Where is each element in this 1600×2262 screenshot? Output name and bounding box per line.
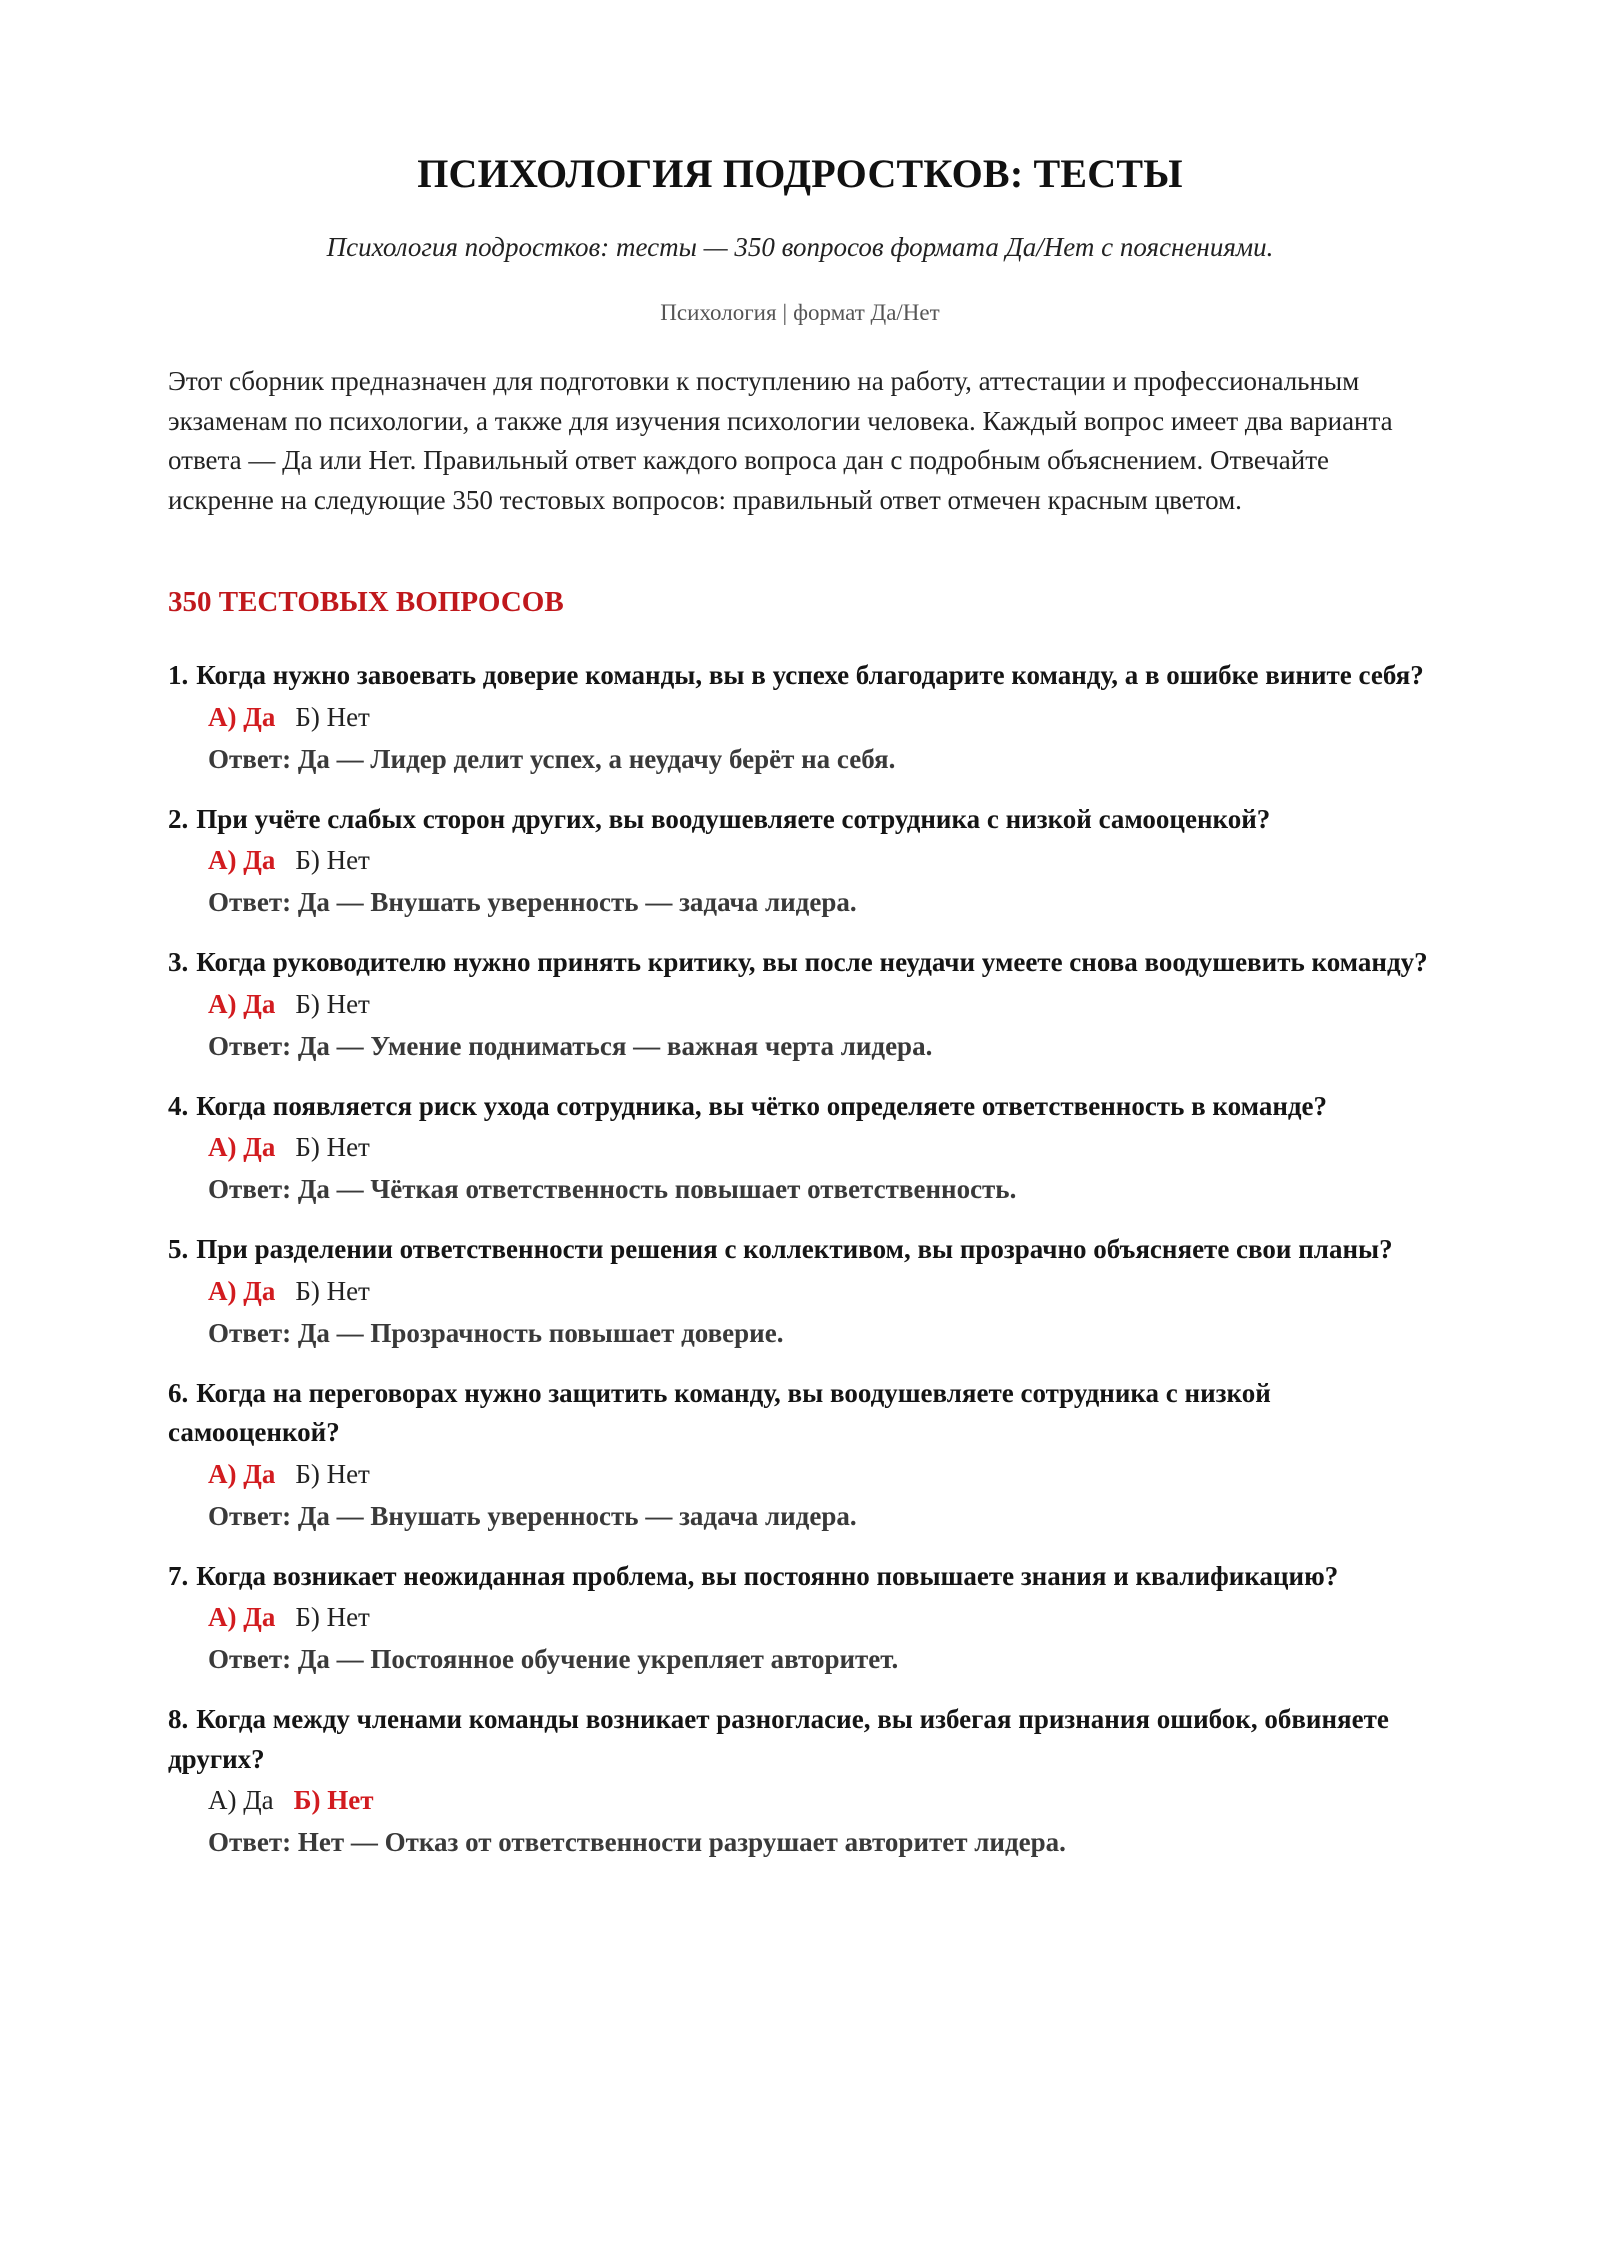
- question-item: [168, 800, 1432, 924]
- answer-explanation: Ответ: Нет — Отказ от ответственности разрушает авторитет лидера.: [208, 1827, 1066, 1857]
- question-number: 3.: [168, 947, 189, 977]
- meta-category: Психология: [660, 300, 777, 325]
- question-body: При разделении ответственности решения с коллективом, вы прозрачно объясняете свои планы?: [196, 1234, 1393, 1264]
- question-text: [168, 1374, 1432, 1453]
- question-item: [168, 656, 1432, 780]
- question-text: [168, 943, 1432, 983]
- question-item: [168, 1557, 1432, 1681]
- option-a: А) Да: [208, 1458, 276, 1489]
- meta-format: формат Да/Нет: [793, 300, 940, 325]
- question-options: [168, 1596, 1432, 1638]
- answer-explanation: Ответ: Да — Внушать уверенность — задача лидера.: [208, 1500, 857, 1531]
- question-text: [168, 1230, 1432, 1270]
- option-b: Б) Нет: [295, 1132, 370, 1162]
- question-number: 8.: [168, 1704, 189, 1734]
- question-item: [168, 1374, 1432, 1537]
- question-number: 6.: [168, 1377, 189, 1408]
- section-heading: 350 ТЕСТОВЫХ ВОПРОСОВ: [168, 586, 564, 618]
- option-b: Б) Нет: [295, 1275, 370, 1306]
- question-number: 2.: [168, 803, 189, 834]
- document-subtitle: Психология подростков: тесты — 350 вопросов формата Да/Нет с пояснениями.: [326, 232, 1274, 262]
- option-b: Б) Нет: [295, 1458, 370, 1489]
- question-options: [168, 1270, 1432, 1312]
- intro-paragraph: Этот сборник предназначен для подготовки к поступлению на работу, аттестации и профессиональным экзаменам по психологии, а также для изучения психологии человека. Каждый вопрос имеет два варианта ответа — Да или Нет. Правильный ответ каждого вопроса дан с подробным объяснением. Отвечайте искренне на следующие 350 тестовых вопросов: правильный ответ отмечен красным цветом.: [168, 366, 1393, 515]
- answer-explanation: Ответ: Да — Прозрачность повышает доверие.: [208, 1317, 784, 1348]
- option-b: Б) Нет: [295, 845, 370, 875]
- question-options: [168, 839, 1432, 881]
- question-item: [168, 943, 1432, 1067]
- question-body: Когда между членами команды возникает разногласие, вы избегая признания ошибок, обвиняете других?: [168, 1704, 1389, 1774]
- question-number: 4.: [168, 1090, 189, 1121]
- option-a: А) Да: [208, 1275, 276, 1306]
- question-item: [168, 1087, 1432, 1211]
- option-a: А) Да: [208, 1785, 274, 1815]
- document-meta: [168, 300, 1432, 326]
- question-number: 1.: [168, 660, 189, 690]
- question-options: [168, 1779, 1432, 1821]
- option-b: Б) Нет: [295, 1602, 370, 1632]
- question-body: Когда появляется риск ухода сотрудника, вы чётко определяете ответственность в команде?: [196, 1090, 1328, 1121]
- answer-explanation: Ответ: Да — Умение подниматься — важная черта лидера.: [208, 1030, 933, 1061]
- question-number: 5.: [168, 1234, 189, 1264]
- option-a: А) Да: [208, 1602, 276, 1632]
- question-body: При учёте слабых сторон других, вы воодушевляете сотрудника с низкой самооценкой?: [196, 803, 1271, 834]
- question-text: [168, 656, 1432, 696]
- option-b: Б) Нет: [293, 1785, 374, 1815]
- question-body: Когда руководителю нужно принять критику, вы после неудачи умеете снова воодушевить команду?: [196, 947, 1428, 977]
- answer-explanation: Ответ: Да — Постоянное обучение укрепляет авторитет.: [208, 1644, 899, 1674]
- option-b: Б) Нет: [295, 988, 370, 1019]
- answer-explanation: Ответ: Да — Чёткая ответственность повышает ответственность.: [208, 1174, 1017, 1204]
- question-body: Когда на переговорах нужно защитить команду, вы воодушевляете сотрудника с низкой самооценкой?: [168, 1377, 1271, 1447]
- question-item: [168, 1700, 1432, 1863]
- question-list: [168, 656, 1432, 1883]
- option-b: Б) Нет: [295, 701, 370, 732]
- question-body: Когда нужно завоевать доверие команды, вы в успехе благодарите команду, а в ошибке вините себя?: [196, 660, 1424, 690]
- question-text: [168, 1087, 1432, 1127]
- question-options: [168, 1453, 1432, 1495]
- question-text: [168, 1700, 1432, 1779]
- answer-explanation: Ответ: Да — Внушать уверенность — задача лидера.: [208, 887, 857, 917]
- document-title: ПСИХОЛОГИЯ ПОДРОСТКОВ: ТЕСТЫ: [417, 151, 1183, 196]
- question-options: [168, 696, 1432, 738]
- meta-separator: |: [782, 300, 788, 325]
- question-text: [168, 800, 1432, 840]
- option-a: А) Да: [208, 988, 276, 1019]
- option-a: А) Да: [208, 701, 276, 732]
- answer-explanation: Ответ: Да — Лидер делит успех, а неудачу берёт на себя.: [208, 743, 896, 774]
- question-body: Когда возникает неожиданная проблема, вы постоянно повышаете знания и квалификацию?: [196, 1560, 1339, 1591]
- question-options: [168, 983, 1432, 1025]
- question-number: 7.: [168, 1560, 189, 1591]
- question-options: [168, 1126, 1432, 1168]
- question-item: [168, 1230, 1432, 1354]
- option-a: А) Да: [208, 1132, 276, 1162]
- option-a: А) Да: [208, 845, 276, 875]
- question-text: [168, 1557, 1432, 1597]
